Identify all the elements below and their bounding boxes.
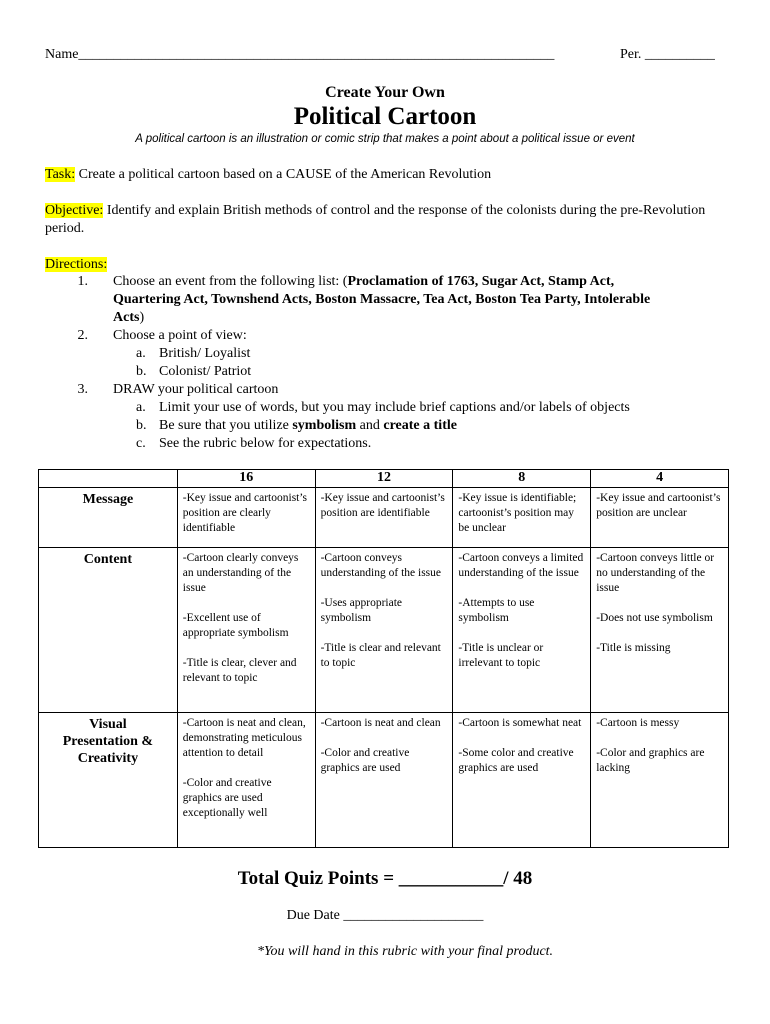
content-4-symbolism: -Does not use symbolism <box>596 612 713 624</box>
content-4 <box>591 548 729 713</box>
step-3-text: DRAW your political cartoon <box>113 382 279 397</box>
page-title: Political Cartoon <box>293 103 477 130</box>
criterion-visual-line3: Creativity <box>77 751 139 766</box>
visual-4-neatness: -Cartoon is messy <box>596 717 680 729</box>
content-16 <box>177 548 315 713</box>
step-2-option-a <box>136 345 251 363</box>
content-12-symbolism: -Uses appropriate symbolism <box>320 597 403 624</box>
message-4: -Key issue and cartoonist’s position are unclear <box>591 488 729 548</box>
name-line: Name____________________________________________________________________ <box>45 47 555 62</box>
visual-8-color: -Some color and creative graphics are used <box>458 747 574 774</box>
visual-16 <box>177 713 315 848</box>
step-3-b-create-title: create a title <box>383 418 457 433</box>
rubric-header-8: 8 <box>453 470 591 488</box>
step-3-number: 3. <box>77 382 88 397</box>
objective-section <box>45 202 725 238</box>
rubric-header-4: 4 <box>591 470 729 488</box>
step-1-intro: Choose an event from the following list: ( <box>113 274 348 289</box>
task-text: Create a political cartoon based on a CAUSE of the American Revolution <box>75 167 492 182</box>
step-2-option-b <box>136 363 252 381</box>
step-3-option-a <box>136 399 630 417</box>
visual-8-neatness: -Cartoon is somewhat neat <box>458 717 582 729</box>
visual-4-color: -Color and graphics are lacking <box>596 747 705 774</box>
step-3-a-marker: a. <box>136 400 146 415</box>
visual-16-color: -Color and creative graphics are used exceptionally well <box>182 777 272 819</box>
directions-label-row <box>45 256 725 274</box>
visual-12 <box>315 713 453 848</box>
step-2-b-marker: b. <box>136 364 147 379</box>
rubric-row-content <box>39 548 729 713</box>
step-2-a-marker: a. <box>136 346 146 361</box>
content-4-understanding: -Cartoon conveys little or no understanding of the issue <box>596 552 715 594</box>
step-1-close: ) <box>139 310 145 325</box>
rubric-header-blank <box>39 470 178 488</box>
visual-12-neatness: -Cartoon is neat and clean <box>320 717 441 729</box>
visual-8 <box>453 713 591 848</box>
step-3-b-text <box>159 417 457 435</box>
visual-12-color: -Color and creative graphics are used <box>320 747 410 774</box>
step-2-text: Choose a point of view: <box>113 328 247 343</box>
period-line: Per. __________ <box>620 47 715 62</box>
directions-label: Directions: <box>45 257 108 272</box>
content-16-understanding: -Cartoon clearly conveys an understanding of the issue <box>182 552 299 594</box>
step-1-events-line2: Quartering Act, Townshend Acts, Boston Massacre, Tea Act, Boston Tea Party, Intolerable <box>113 292 651 307</box>
visual-16-neatness: -Cartoon is neat and clean, demonstrating meticulous attention to detail <box>182 717 306 759</box>
rubric-row-message <box>39 488 729 548</box>
step-3-b-symbolism: symbolism <box>292 418 357 433</box>
step-3-c-marker: c. <box>136 436 146 451</box>
content-8-symbolism: -Attempts to use symbolism <box>458 597 535 624</box>
step-2-b-text: Colonist/ Patriot <box>159 364 252 379</box>
step-2-a-text: British/ Loyalist <box>159 346 251 361</box>
criterion-visual-line2: Presentation & <box>62 734 154 749</box>
step-1-number: 1. <box>77 274 88 289</box>
task-label: Task: <box>45 167 76 182</box>
objective-text: Identify and explain British methods of control and the response of the colonists during the pre-Revolution period. <box>45 203 706 236</box>
rubric-table <box>38 469 729 848</box>
cartoon-definition: A political cartoon is an illustration or comic strip that makes a point about a political issue or event <box>135 133 635 145</box>
step-3-option-c <box>136 435 372 453</box>
content-8 <box>453 548 591 713</box>
rubric-header-16: 16 <box>177 470 315 488</box>
content-8-title: -Title is unclear or irrelevant to topic <box>458 642 544 669</box>
step-3-b-marker: b. <box>136 418 147 433</box>
step-3-option-b <box>136 417 457 435</box>
criterion-visual-line1: Visual <box>89 717 127 732</box>
due-date-line: Due Date ____________________ <box>286 908 484 923</box>
hand-in-note: *You will hand in this rubric with your final product. <box>256 944 554 959</box>
criterion-visual <box>39 713 178 848</box>
rubric-header-12: 12 <box>315 470 453 488</box>
rubric-header-row <box>39 470 729 488</box>
content-12-title: -Title is clear and relevant to topic <box>320 642 441 669</box>
rubric-row-visual <box>39 713 729 848</box>
step-3-b-mid: and <box>356 418 384 433</box>
criterion-message: Message <box>39 488 178 548</box>
criterion-content: Content <box>39 548 178 713</box>
message-8: -Key issue is identifiable; cartoonist’s position may be unclear <box>453 488 591 548</box>
step-3-a-text: Limit your use of words, but you may include brief captions and/or labels of objects <box>159 400 630 415</box>
total-quiz-points: Total Quiz Points = ___________/ 48 <box>237 868 533 889</box>
step-2-number: 2. <box>77 328 88 343</box>
content-12-understanding: -Cartoon conveys understanding of the issue <box>320 552 442 579</box>
content-8-understanding: -Cartoon conveys a limited understanding of the issue <box>458 552 584 579</box>
objective-label: Objective: <box>45 203 104 218</box>
step-1-events-line3: Acts <box>113 310 140 325</box>
content-4-title: -Title is missing <box>596 642 671 654</box>
content-16-title: -Title is clear, clever and relevant to topic <box>182 657 297 684</box>
step-1-events-line1: Proclamation of 1763, Sugar Act, Stamp Act, <box>347 274 615 289</box>
visual-4 <box>591 713 729 848</box>
step-3-b-pre: Be sure that you utilize <box>159 418 293 433</box>
task-section <box>45 166 725 184</box>
message-16: -Key issue and cartoonist’s position are clearly identifiable <box>177 488 315 548</box>
step-3-c-text: See the rubric below for expectations. <box>159 436 372 451</box>
page-subtitle: Create Your Own <box>325 84 445 101</box>
content-16-symbolism: -Excellent use of appropriate symbolism <box>182 612 289 639</box>
content-12 <box>315 548 453 713</box>
message-12: -Key issue and cartoonist’s position are identifiable <box>315 488 453 548</box>
